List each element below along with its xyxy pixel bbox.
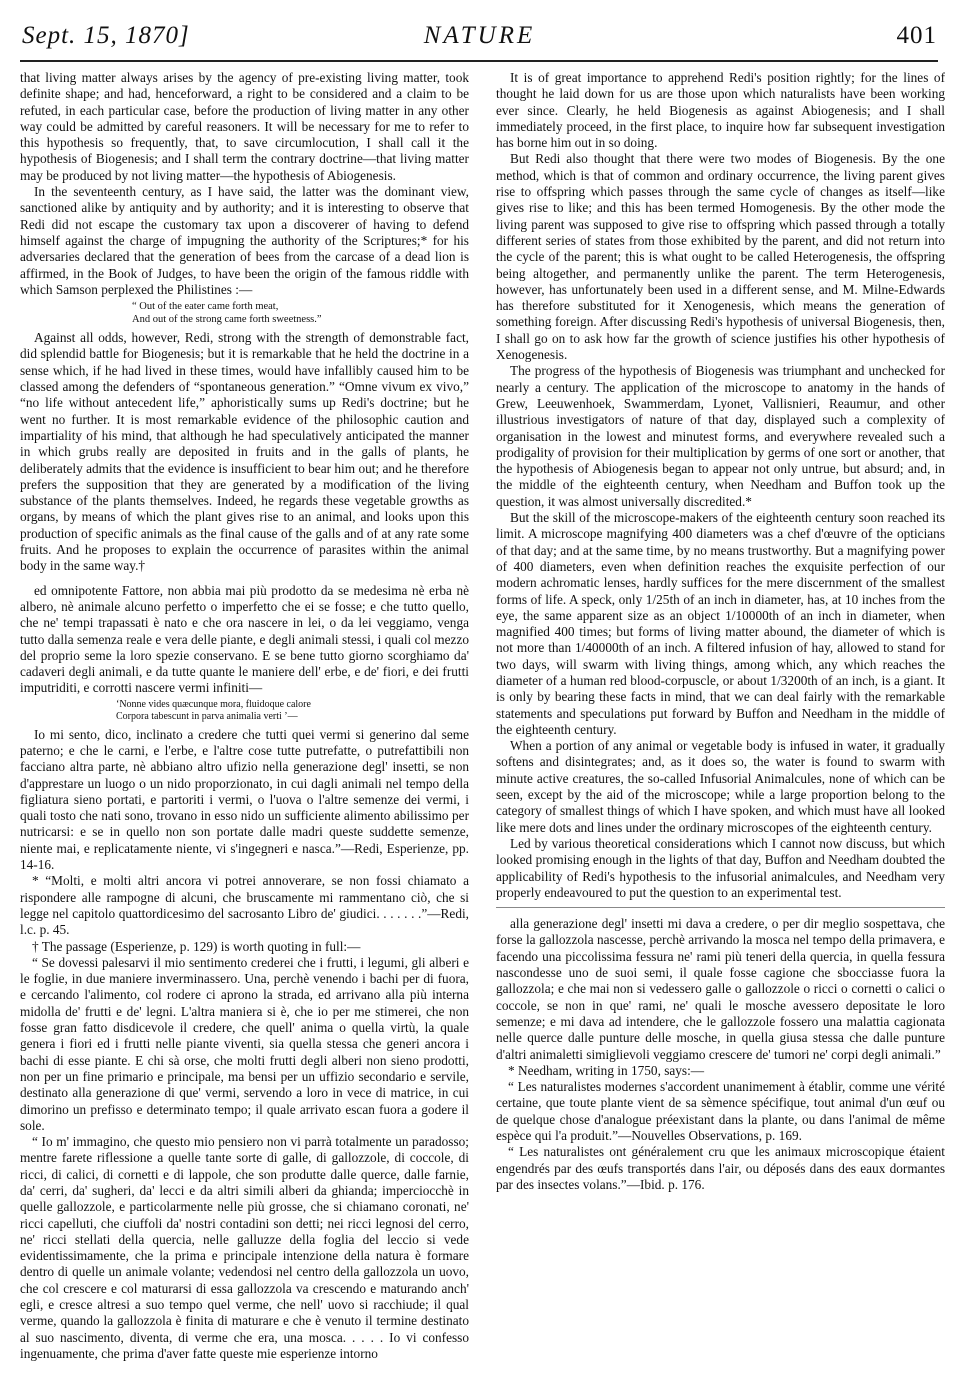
- spacer: [20, 575, 469, 583]
- paragraph: But the skill of the microscope-makers of the eighteenth century soon reached its limit. A microscope magnifying 400 diameters was a chef d'œuvre of the opticians of that day; and at the same time, by no means trustworthy. But a magnifying power of 400 diameters, even when definition reaches the exquisite perfection of our modern achromatic lenses, hardly suffices for the mere discernment of the smallest forms of life. A speck, only 1/25th of an inch in diameter, has, at 10 inches from the eye, the same apparent size as an object 1/10000th of an inch in diameter, when magnified 400 times; but forms of living matter abound, the diameter of which is not more than 1/40000th of an inch. A filtered infusion of hay, allowed to stand for two days, will swarm with living things, among which, any which reaches the diameter of a human red blood-corpuscle, or about 1/3200th of an inch, is a giant. It is only by bearing these facts in mind, that we can deal fairly with the remarkable statements and speculations put forward by Buffon and Needham in the middle of the eighteenth century.: [496, 510, 945, 737]
- verse-line: And out of the strong came forth sweetness.”: [132, 314, 322, 326]
- footnote-verse: [116, 699, 469, 723]
- paragraph: When a portion of any animal or vegetable body is infused in water, it gradually softens and disintegrates; and, as it does so, the water is found to swarm with minute active creatures, the so-called Infusorial Animalcules, none of which can be seen, except by the aid of the microscope; while a large proportion belong to the category of smallest things of which I have spoken, and which must have all looked like mere dots and lines under the ordinary microscopes of the eighteenth century.: [496, 738, 945, 835]
- paragraph: But Redi also thought that there were two modes of Biogenesis. By the one method, which is that of common and ordinary occurrence, the living parent gives rise to offspring which passes through the same cycle of changes as itself—like gives rise to like; and this has been termed Homogenesis. By the other mode the living parent was supposed to give rise to offspring which passed through a totally different series of states from those exhibited by the parent, and did not return into the cycle of the parent; this is what ought to be called Heterogenesis, the offspring being altogether, and permanently unlike the parent. The term Heterogenesis, however, has unfortunately been used in a different sense, and M. Milne-Edwards has therefore substituted for it Xenogenesis, which means the generation of something foreign. After discussing Redi's hypothesis of universal Biogenesis, then, I shall go on to ask how far the growth of science justifies his other hypothesis of Xenogenesis.: [496, 151, 945, 363]
- footnote-star: * Needham, writing in 1750, says:—: [508, 1062, 705, 1078]
- issue-date: Sept. 15, 1870]: [22, 22, 190, 49]
- paragraph: Led by various theoretical considerations which I cannot now discuss, but which looked promising enough in the lights of that day, Buffon and Needham doubted the applicability of Redi's hypothesis to the infusorial animalcules, and Needham very properly endeavoured to put the question to an experimental test.: [496, 835, 945, 900]
- left-column: [20, 70, 469, 1370]
- page-number: 401: [896, 22, 937, 49]
- journal-title: NATURE: [423, 22, 536, 49]
- footnote-continuation: ed omnipotente Fattore, non abbia mai più prodotto da se medesima nè erba nè albero, nè animale alcuno perfetto o imperfetto che ei se fosse; e che tutto quello, che ne' tempi trapassati è nato e che ora nascere in lei, o da lei veggiamo, venga tutto dalla semenza reale e vera delle piante, e degli animali stessi, i quali col mezzo del proprio seme la loro spezie conservano. E se bene tutto giorno scorghiamo da' cadaveri degli animali, e da tutte quante le maniere dell' erbe, e de' fiori, e dei frutti imputriditi, e corrotti nascere vermi infiniti—: [20, 582, 469, 696]
- footnote-separator: [496, 907, 945, 908]
- paragraph: In the seventeenth century, as I have said, the latter was the dominant view, sanctioned alike by antiquity and by authority; and it is interesting to observe that Redi did not escape the customary tax upon a discoverer of having to defend himself against the charge of impugning the authority of the Scriptures;* for his adversaries declared that the generation of bees from the carcase of a dead lion is affirmed, in the Book of Judges, to have been the origin of the famous riddle with which Samson perplexed the Philistines :—: [20, 184, 469, 297]
- footnote-quote: “ Se dovessi palesarvi il mio sentimento crederei che i frutti, i legumi, gli alberi e le foglie, in due maniere inverminassero. Una, perchè venendo i bachi per di fuora, e cercando l'alimento, col rodere ci aprono la strada, ed arrivano alla più interna midolla de' frutti e de' legni. L'altra maniera si è, che io per me stimerei, che non fosse gran fatto disdicevole il credere, che quell' anima o quella virtù, la quale genera i fiori ed i frutti nelle piante viventi, sia quella stessa che generi ancora i bachi di esse piante. E chi sà orse, che molti frutti degli alberi non sieno prodotti, non per un fine primario e principale, ma bensi per un uffizio secondario e servile, destinato alla generazione di que' vermi, servendo a loro in vece di matrice, in cui dimorino un prefisso e determinato tempo; il quale arrivato escan fuora a godere il sole.: [20, 954, 469, 1133]
- footnote-dagger: † The passage (Esperienze, p. 129) is worth quoting in full:—: [32, 938, 361, 954]
- footnote-quote: “ Les naturalistes ont généralement cru que les animaux microscopique étaient engendrés par des œufs transportés dans l'air, ou déposés dans des eaux dormantes par des insectes volans.”—Ibid. p. 176.: [496, 1144, 945, 1192]
- quoted-verse: [132, 300, 469, 326]
- paragraph: that living matter always arises by the agency of pre-existing living matter, took definite shape; and had, henceforward, a right to be considered and a claim to be refuted, in each particular case, before the production of living matter in any other way could be admitted by careful reasoners. It will be necessary for me to refer to this hypothesis so frequently, that, to save circumlocution, I shall call it the hypothesis of Biogenesis; and I shall term the contrary doctrine—that living matter may be produced by not living matter—the hypothesis of Abiogenesis.: [20, 70, 469, 183]
- footnote-quote: “ Les naturalistes modernes s'accordent unanimement à établir, comme une vérité certaine, que toute plante vient de sa sèmence spécifique, tout animal d'un œuf ou de quelque chose d'analogue préexistant dans la plante, ou dans l'animal de même espèce qui l'a produit.”—Nouvelles Observations, p. 169.: [496, 1079, 945, 1143]
- header-rule: [20, 60, 938, 62]
- verse-line: ‘Nonne vides quæcunque mora, fluidoque calore: [116, 698, 311, 710]
- page-header: [22, 22, 937, 58]
- paragraph: The progress of the hypothesis of Biogenesis was triumphant and unchecked for nearly a century. The application of the microscope to anatomy in the hands of Grew, Leeuwenhoek, Swammerdam, Lyonet, Vallisnieri, Reaumur, and other illustrious investigators of nature of that day, displayed such a complexity of organisation in the lowest and minutest forms, and everywhere revealed such a prodigality of provision for their multiplication by germs of one sort or another, that the hypothesis of Abiogenesis began to appear not only untrue, but absurd; and, in the middle of the eighteenth century, when Needham and Buffon took up the question, it was almost universally discredited.*: [496, 363, 945, 509]
- right-column: [496, 70, 945, 1370]
- verse-line: “ Out of the eater came forth meat,: [132, 301, 279, 313]
- footnote-text: Io mi sento, dico, inclinato a credere che tutti quei vermi si generino dal seme paterno; e che le carni, e l'erbe, e l'altre cose tutte putrefatte, o putrefattibili non facciano altra parte, nè abbiano altro ufizio nella generazione degl' insetti, se non d'apprestare un luogo o un nido proporzionato, in cui dagli animali nel tempo della figliatura sieno portati, e partoriti i vermi, o l'uova o l'altre semenze dei vermi, i quali tosto che nati sono, trovano in esso nido un sufficiente alimento abilissimo per nutricarsi: e se in quello non son portate dalle madri queste suddette semenze, niente mai, e replicatamente niente, vi s'ingegneri e nasca.”—Redi, Esperienze, pp. 14-16.: [20, 726, 469, 873]
- footnote-continuation: alla generazione degl' insetti mi dava a credere, o per dir meglio sospettava, che forse la gallozzola nascesse, perchè arrivando la mosca nel tempo della primavera, e facendo una piccolissima fessura ne' rami più teneri della quercia, in quella fessura nascondesse uno de suoi semi, il quale fosse cagione che sbocciasse fuora la gallozzola; e che mai non si vedessero galle o gallozzole o ricci o cornetti o calici o coccole, se non in que' rami, ne' quali le mosche avessero depositate le loro semenze; e mi dava ad intendere, che le gallozzole fossero una malattia cagionata nelle querce dalle punture delle mosche, in quella giusa stessa che dalle punture d'altri animaletti simiglievoli veggiamo crescere de' tumori ne' corpi degli animali.”: [496, 916, 945, 1062]
- footnote-star: * “Molti, e molti altri ancora vi potrei annoverare, se non fossi chiamato a rispondere alle rampogne di alcuni, che bruscamente mi rammentano ciò, che si legge nel capitolo quattordicesimo del sacrosanto Libro de' giudici. . . . . . .”—Redi, l.c. p. 45.: [20, 873, 469, 938]
- paragraph: It is of great importance to apprehend Redi's position rightly; for the lines of thought he laid down for us are those upon which naturalists have been working ever since. Clearly, he held Biogenesis as against Abiogenesis; and I shall immediately proceed, in the first place, to inquire how far subsequent investigation has borne him out in so doing.: [496, 70, 945, 151]
- verse-line: Corpora tabescunt in parva animalia verti ’—: [116, 710, 298, 722]
- paragraph: Against all odds, however, Redi, strong with the strength of demonstrable fact, did splendid battle for Biogenesis; but it is remarkable that he held the doctrine in a sense which, if he had lived in these times, would have infallibly caused him to be classed among the defenders of “spontaneous generation.” “Omne vivum ex vivo,” “no life without antecedent life,” aphoristically sums up Redi's doctrine; but he went no further. It is most remarkable evidence of the philosophic caution and impartiality of his mind, that although he had speculatively anticipated the manner in which grubs really are deposited in fruits and in the galls of plants, he deliberately admits that the evidence is insufficient to bear him out; and he therefore prefers the supposition that they are generated by a modification of the living substance of the plants themselves. Indeed, he regards these vegetable growths as organs, by means of which the plant gives rise to an animal, and looks upon this production of specific animals as the final cause of the galls and of at any rate some fruits. And he proposes to explain the occurrence of parasites within the animal body in the same way.†: [20, 330, 469, 574]
- footnote-quote: “ Io m' immagino, che questo mio pensiero non vi parrà totalmente un paradosso; mentre farete riflessione a quelle tante sorte di galle, di gallozzole, di coccole, di ricci, di calici, di cornetti e di lappole, che son produtte dalle querce, dalle farnie, da' cerri, da' sugheri, da' lecci e da altri simili alberi da ghianda; imperciocchè in quelle gallozzole, e particolarmente nelle più grosse, che si chiamano coronati, ne' ricci capelluti, che ciuffoli da' nostri contadini son detti; nei ricci legnosi del cerro, ne' ricci stellati della quercia, nelle galluzze della foglia del leccio si vede evidentissimamente, che la prima e principale intenzione della natura è formare dentro di quelle un animale volante; vedendosi nel centro della gallozzola un uovo, che col crescere e col maturarsi di essa gallozzola va crescendo e maturando anch' egli, e cresce altresi a suo tempo quel verme, che nell' uovo si racchiude; il qual verme, quando la gallozzola è finita di maturare e che è venuto il termine destinato al suo nascimento, diventa, di verme che era, una mosca. . . . . Io vi confesso ingenuamente, che prima d'aver fatte queste mie esperienze intorno: [20, 1134, 469, 1361]
